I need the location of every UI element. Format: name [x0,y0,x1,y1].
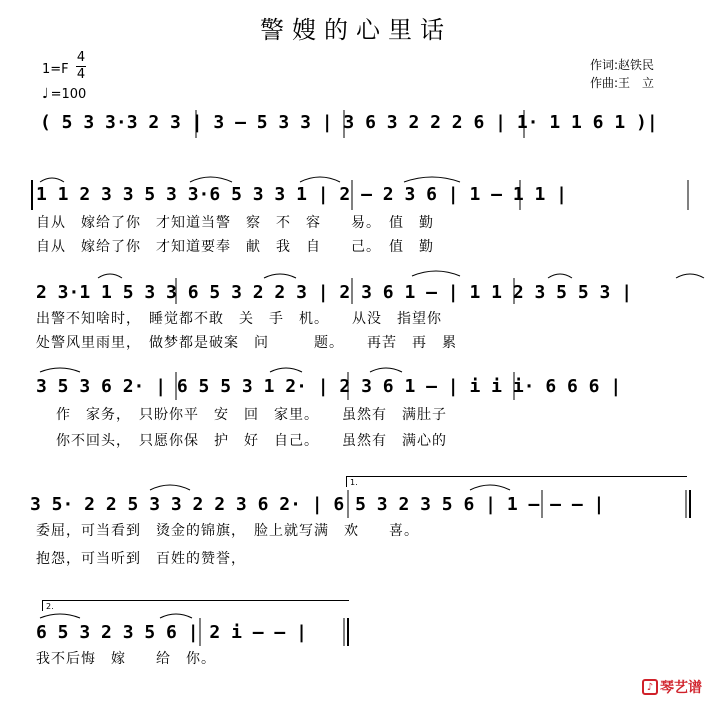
tempo-marking [42,86,86,102]
time-top: 4 [76,50,86,65]
slur [548,274,572,278]
slur [370,368,402,372]
notation-row [0,494,712,518]
volta-bracket-2 [42,600,349,611]
notation-row [0,622,712,646]
time-signature [76,50,86,83]
key-signature: 1=F [42,62,69,77]
credits [590,56,654,92]
composer: 作曲:王 立 [590,76,655,90]
lyric-verse-2: 你不回头， 只愿你保 护 好 自己。 虽然有 满心的 [56,433,447,449]
lyric-verse-1: 作 家务， 只盼你平 安 回 家里。 虽然有 满肚子 [56,407,447,423]
lyric-verse-1: 委屈，可当看到 烫金的锦旗， 脸上就写满 欢 喜。 [36,523,419,539]
volta-number: 2. [46,602,54,611]
slur [40,614,80,618]
notation-row [0,376,712,400]
slur [98,274,122,278]
slur [40,178,64,182]
quarter-note-icon: ♩ [42,86,49,102]
notation-notes: 3 5 3 6 2· | 6 5 5 3 1 2· | 2 3 6 1 – | i i i· 6 6 6 | [36,376,622,397]
slur [412,271,460,276]
notation-notes: ( 5 3 3·3 2 3 | 3 – 5 3 3 | 3 6 3 2 2 2 6 | 1· 1 1 6 1 )| [40,112,658,133]
slur [300,177,340,182]
notation-notes: 1 1 2 3 3 5 3 3·6 5 3 3 1 | 2 – 2 3 6 | 1 – 1 1 | [36,184,568,205]
lyric-verse-2: 处警风里雨里， 做梦都是破案 问 题。 再苦 再 累 [36,335,457,351]
volta-bracket-1 [346,476,687,487]
notation-notes: 6 5 3 2 3 5 6 | 2 i – – | [36,622,307,643]
notation-row [0,112,712,136]
slur [40,368,80,372]
slur [270,368,302,372]
lyric-verse-1: 我不后悔 嫁 给 你。 [36,651,216,667]
volta-number: 1. [350,478,358,487]
page-title: 警嫂的心里话 [260,16,452,44]
slur [676,274,704,278]
time-bottom: 4 [76,67,86,82]
slur [150,485,190,490]
notation-notes: 2 3·1 1 5 3 3 6 5 3 2 2 3 | 2 3 6 1 – | 1 1 2 3 5 5 3 | [36,282,633,303]
slur [264,274,296,278]
music-logo-icon: ♪ [642,679,658,695]
watermark [642,677,702,697]
watermark-text: 琴艺谱 [660,680,702,696]
slur [404,177,460,182]
slur [160,614,192,618]
lyric-verse-2: 抱怨，可当听到 百姓的赞誉， [36,551,246,567]
lyric-verse-2: 自从 嫁给了你 才知道要奉 献 我 自 己。 值 勤 [36,239,434,255]
tempo-value: =100 [50,86,87,102]
notation-notes: 3 5· 2 2 5 3 3 2 2 3 6 2· | 6 5 3 2 3 5 6 | 1 – – – | [30,494,605,515]
lyric-verse-1: 自从 嫁给了你 才知道当警 察 不 容 易。 值 勤 [36,215,434,231]
lyric-verse-1: 出警不知啥时， 睡觉都不敢 关 手 机。 从没 指望你 [36,311,442,327]
notation-row [0,184,712,208]
notation-row [0,282,712,306]
slur [190,177,232,182]
lyricist: 作词:赵铁民 [590,58,655,72]
